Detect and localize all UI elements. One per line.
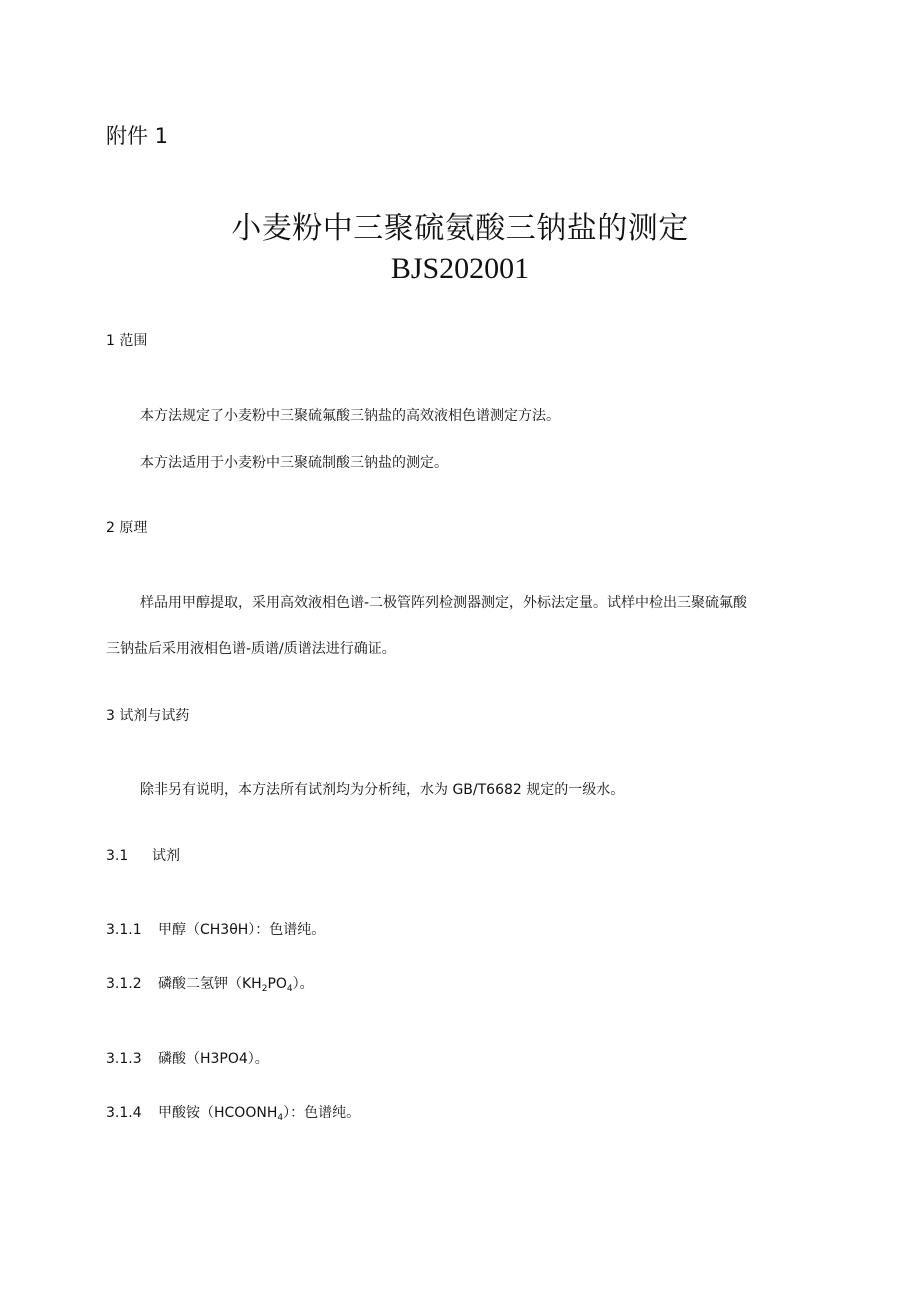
reagent-item <box>106 973 314 994</box>
reagent-item-text: 磷酸二氢钾$(KH_2PO_4)$。 <box>158 976 314 994</box>
reagent-item-text: 磷酸（H3PO4）。 <box>158 1051 269 1067</box>
reagent-item <box>106 1048 269 1068</box>
reagent-item-text: 甲醇（CH3θH）：色谱纯。 <box>158 922 326 938</box>
scope-paragraph-2: 本方法适用于小麦粉中三聚硫制酸三钠盐的测定。 <box>140 455 448 471</box>
reagent-item-number: 3.1.4 <box>106 1105 142 1121</box>
principle-paragraph-line-1: 样品用甲醇提取，采用高效液相色谱-二极管阵列检测器测定，外标法定量。试样中检出三聚硫氟酸 <box>140 595 748 611</box>
principle-paragraph-line-2: 三钠盐后采用液相色谱-质谱/质谱法进行确证。 <box>106 641 396 657</box>
document-code: BJS202001 <box>390 252 530 285</box>
document-title: 小麦粉中三聚硫氨酸三钠盐的测定 <box>231 211 689 246</box>
reagent-item-text: 甲酸铵$(HCOONH_4)$：色谱纯。 <box>158 1105 361 1123</box>
subsection-label: 试剂 <box>152 848 180 864</box>
attachment-label: 附件 1 <box>106 124 169 148</box>
reagent-item <box>106 919 325 939</box>
section-heading-scope: 1 范围 <box>106 333 148 349</box>
section-heading-principle: 2 原理 <box>106 520 148 536</box>
scope-paragraph-1: 本方法规定了小麦粉中三聚硫氟酸三钠盐的高效液相色谱测定方法。 <box>140 408 560 424</box>
reagent-item-number: 3.1.2 <box>106 976 142 992</box>
reagent-item <box>106 1102 360 1123</box>
section-heading-reagents: 3 试剂与试药 <box>106 708 190 724</box>
reagent-item-number: 3.1.1 <box>106 922 142 938</box>
subsection-heading-reagents <box>106 845 180 865</box>
reagents-paragraph: 除非另有说明，本方法所有试剂均为分析纯，水为 GB/T6682 规定的一级水。 <box>140 782 625 798</box>
subsection-number: 3.1 <box>106 848 129 864</box>
reagent-item-number: 3.1.3 <box>106 1051 142 1067</box>
